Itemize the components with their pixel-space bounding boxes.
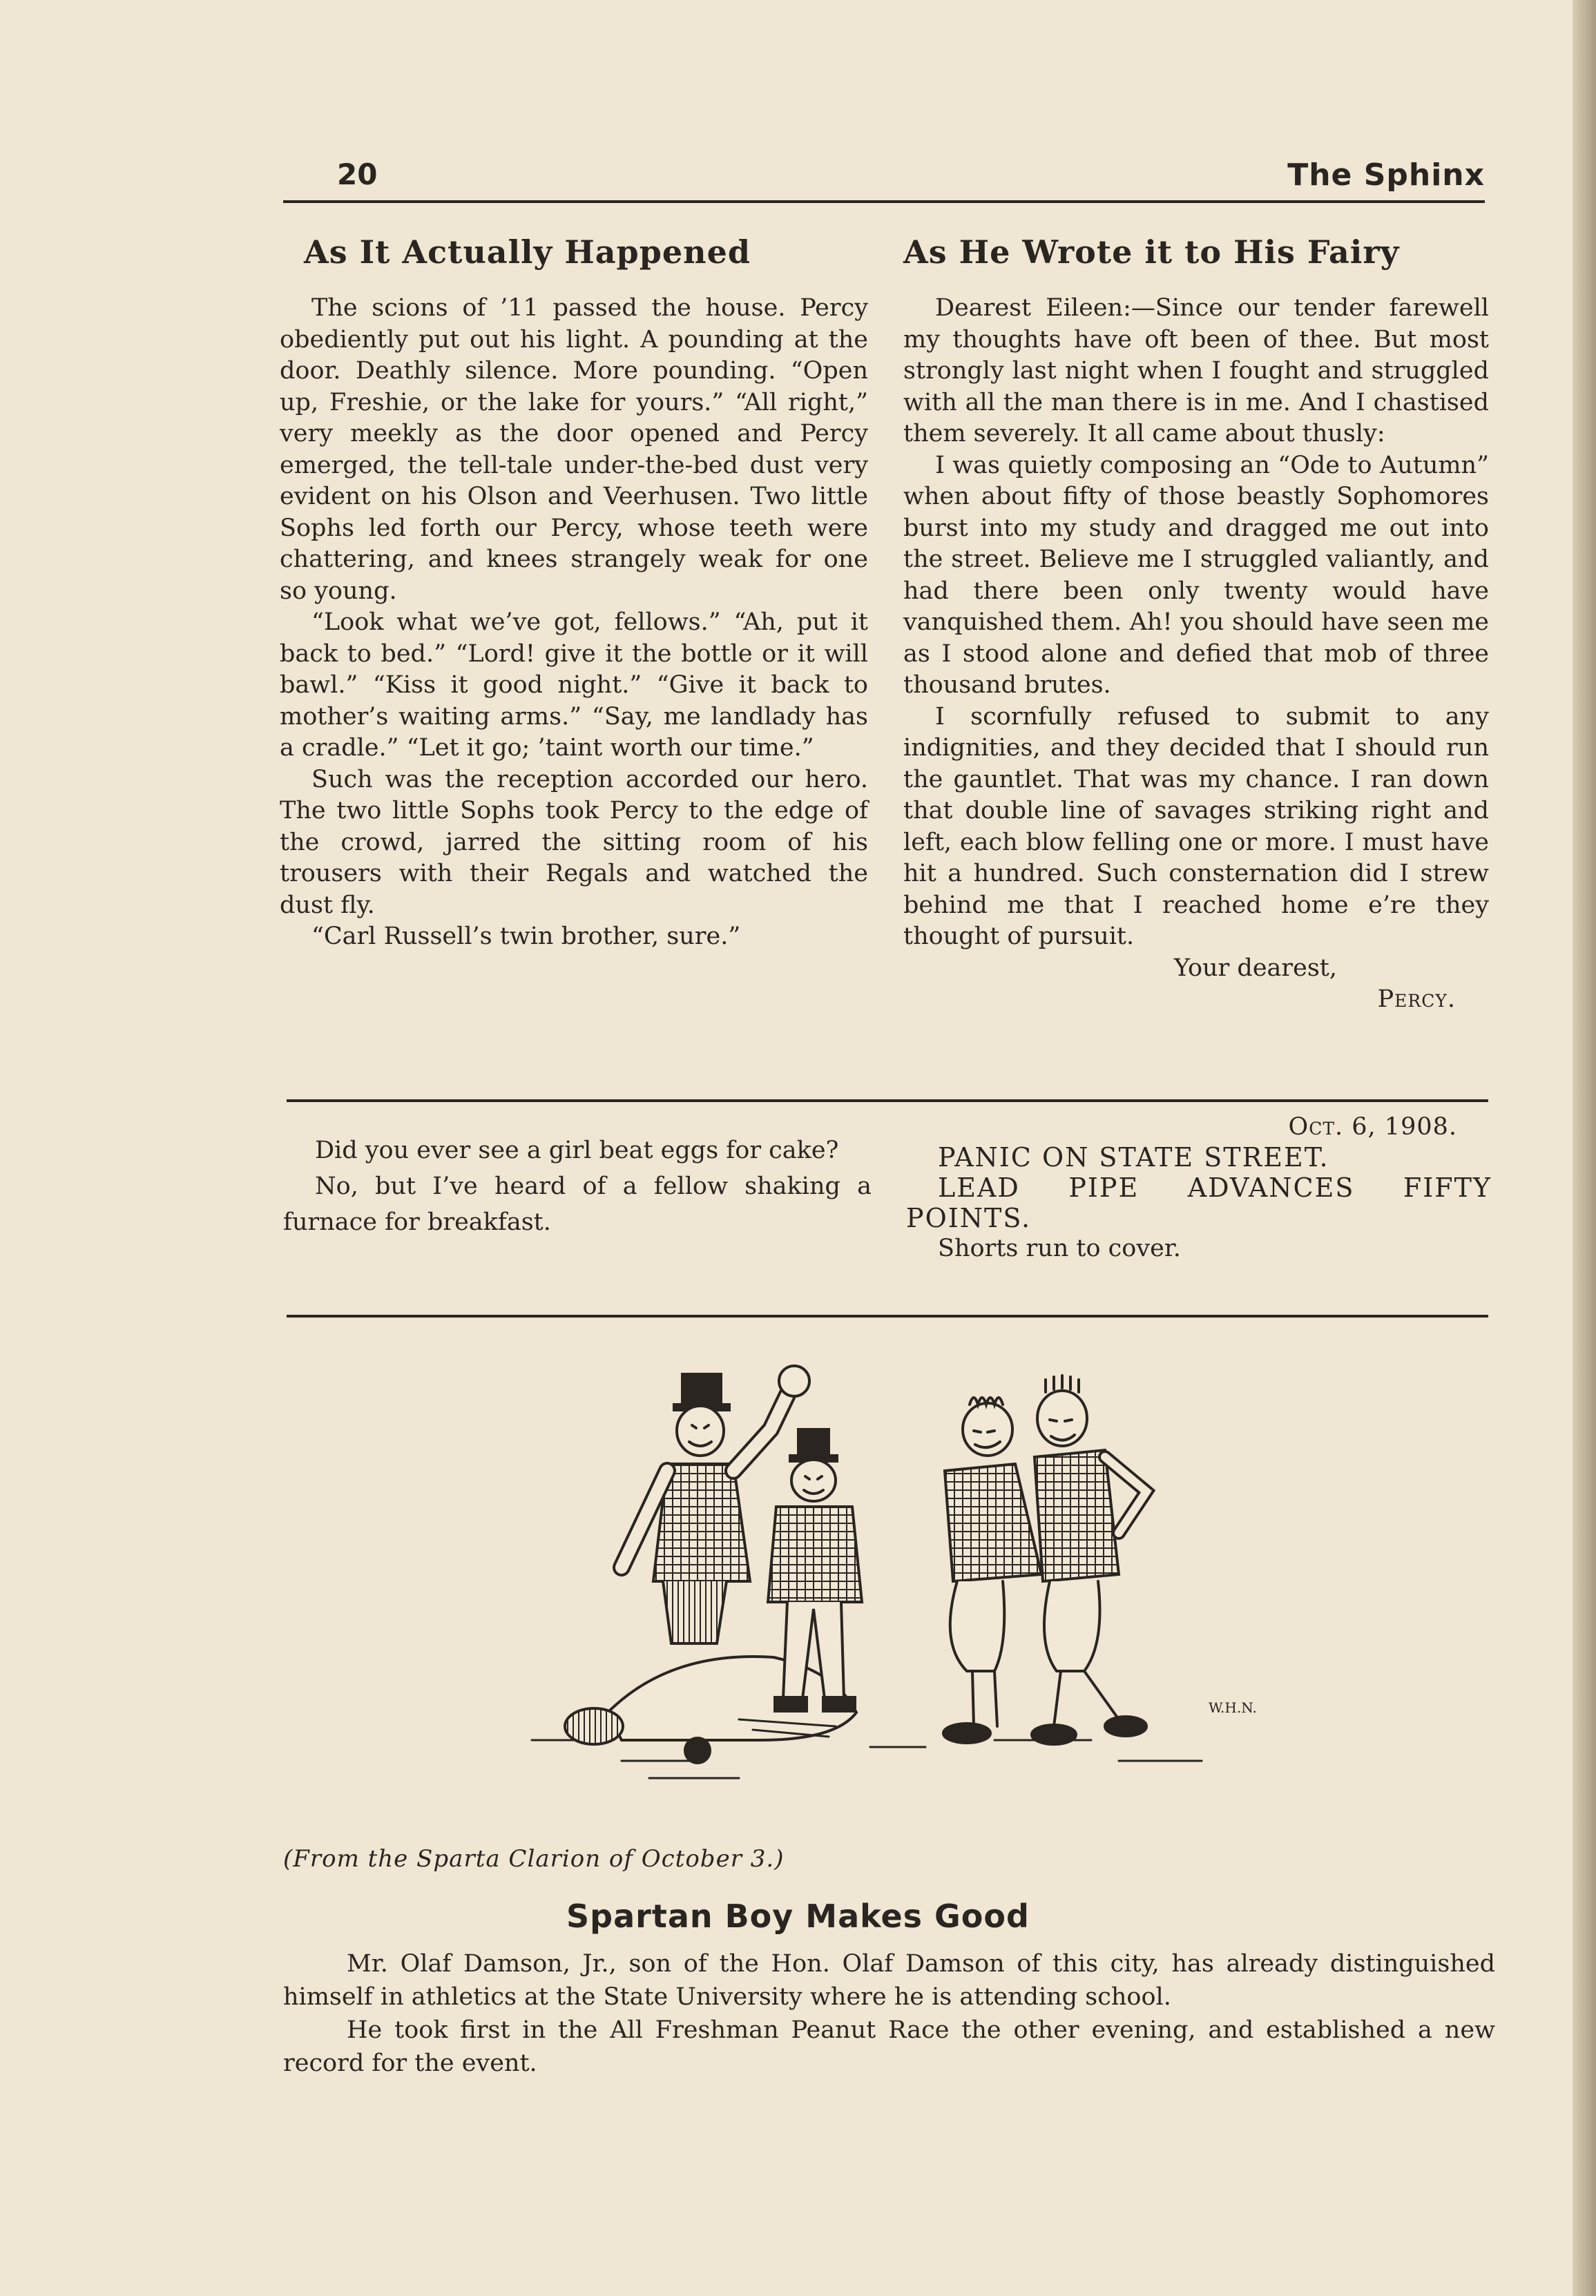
magazine-title: The Sphinx [1287,157,1485,193]
page-number: 20 [337,157,378,191]
left-paragraph: “Look what we’ve got, fellows.” “Ah, put it back to bed.” “Lord! give it the bottle or it will bawl.” “Kiss it good night.” “Give it back to mother’s waiting arms.” “Say, me landlady has a cradle.” “Let it go; ’taint worth our time.” [280,608,868,762]
story-text [283,1947,1495,2080]
joke-answer: No, but I’ve heard of a fellow shaking a furnace for breakfast. [283,1173,872,1236]
header-rule [283,200,1485,203]
left-paragraph: “Carl Russell’s twin brother, sure.” [311,923,741,950]
news-bulletin [906,1112,1492,1264]
section-rule-1 [287,1099,1488,1102]
left-paragraph: Such was the reception accorded our hero. The two little Sophs took Percy to the edge of the crowd, jarred the sitting room of his trousers with their Regals and watched the dust fly. [280,765,868,919]
book-spine-shadow [1573,0,1596,2296]
left-column-heading: As It Actually Happened [304,233,751,271]
story-paragraph: Mr. Olaf Damson, Jr., son of the Hon. Olaf Damson of this city, has already distinguished himself in athletics at the State University where he is attending school. [283,1950,1495,2011]
right-paragraph: I was quietly composing an “Ode to Autumn” when about fifty of those beastly Sophomores burst into my study and dragged me out into the street. Believe me I struggled valiantly, and had there been only twenty would have vanquished them. Ah! you should have seen me as I stood alone and defied that mob of three thousand brutes. [903,451,1489,699]
cartoon-illustration [511,1353,1271,1823]
news-date: Oct. 6, 1908. [1288,1113,1457,1141]
letter-signature: Percy. [1377,985,1456,1013]
left-column-text [280,293,868,953]
letter-closing: Your dearest, [1173,954,1337,982]
running-header [283,157,1485,199]
right-column-heading: As He Wrote it to His Fairy [903,233,1400,271]
story-title: Spartan Boy Makes Good [566,1898,1030,1935]
story-paragraph: He took first in the All Freshman Peanut Race the other evening, and established a new record for the event. [283,2016,1495,2077]
left-paragraph: The scions of ’11 passed the house. Percy obediently put out his light. A pounding at the door. Deathly silence. More pounding. “Open up, Freshie, or the lake for yours.” “All right,” very meekly as the door opened and Percy emerged, the tell-tale under-the-bed dust very evident on his Olson and Veerhusen. Two little Sophs led forth our Percy, whose teeth were chattering, and knees strangely weak for one so young. [280,294,868,605]
joke-block [283,1132,872,1240]
section-rule-2 [287,1315,1488,1318]
news-headline-2: LEAD PIPE ADVANCES FIFTY POINTS. [906,1173,1492,1233]
news-headline-1: PANIC ON STATE STREET. [938,1142,1329,1173]
right-column-text [903,293,1489,1016]
source-caption: (From the Sparta Clarion of October 3.) [283,1845,785,1873]
cartoonist-signature: W.H.N. [1209,1699,1257,1716]
joke-question: Did you ever see a girl beat eggs for cake? [315,1137,839,1164]
right-paragraph: I scornfully refused to submit to any indignities, and they decided that I should run the gauntlet. That was my chance. I ran down that double line of savages striking right and left, each blow felling one or more. I must have hit a hundred. Such consternation did I strew behind me that I reached home e’re they thought of pursuit. [903,702,1489,950]
news-subline: Shorts run to cover. [938,1235,1181,1262]
right-paragraph: Dearest Eileen:—Since our tender farewell my thoughts have oft been of thee. But most strongly last night when I fought and struggled with all the man there is in me. And I chastised them severely. It all came about thusly: [903,294,1489,447]
